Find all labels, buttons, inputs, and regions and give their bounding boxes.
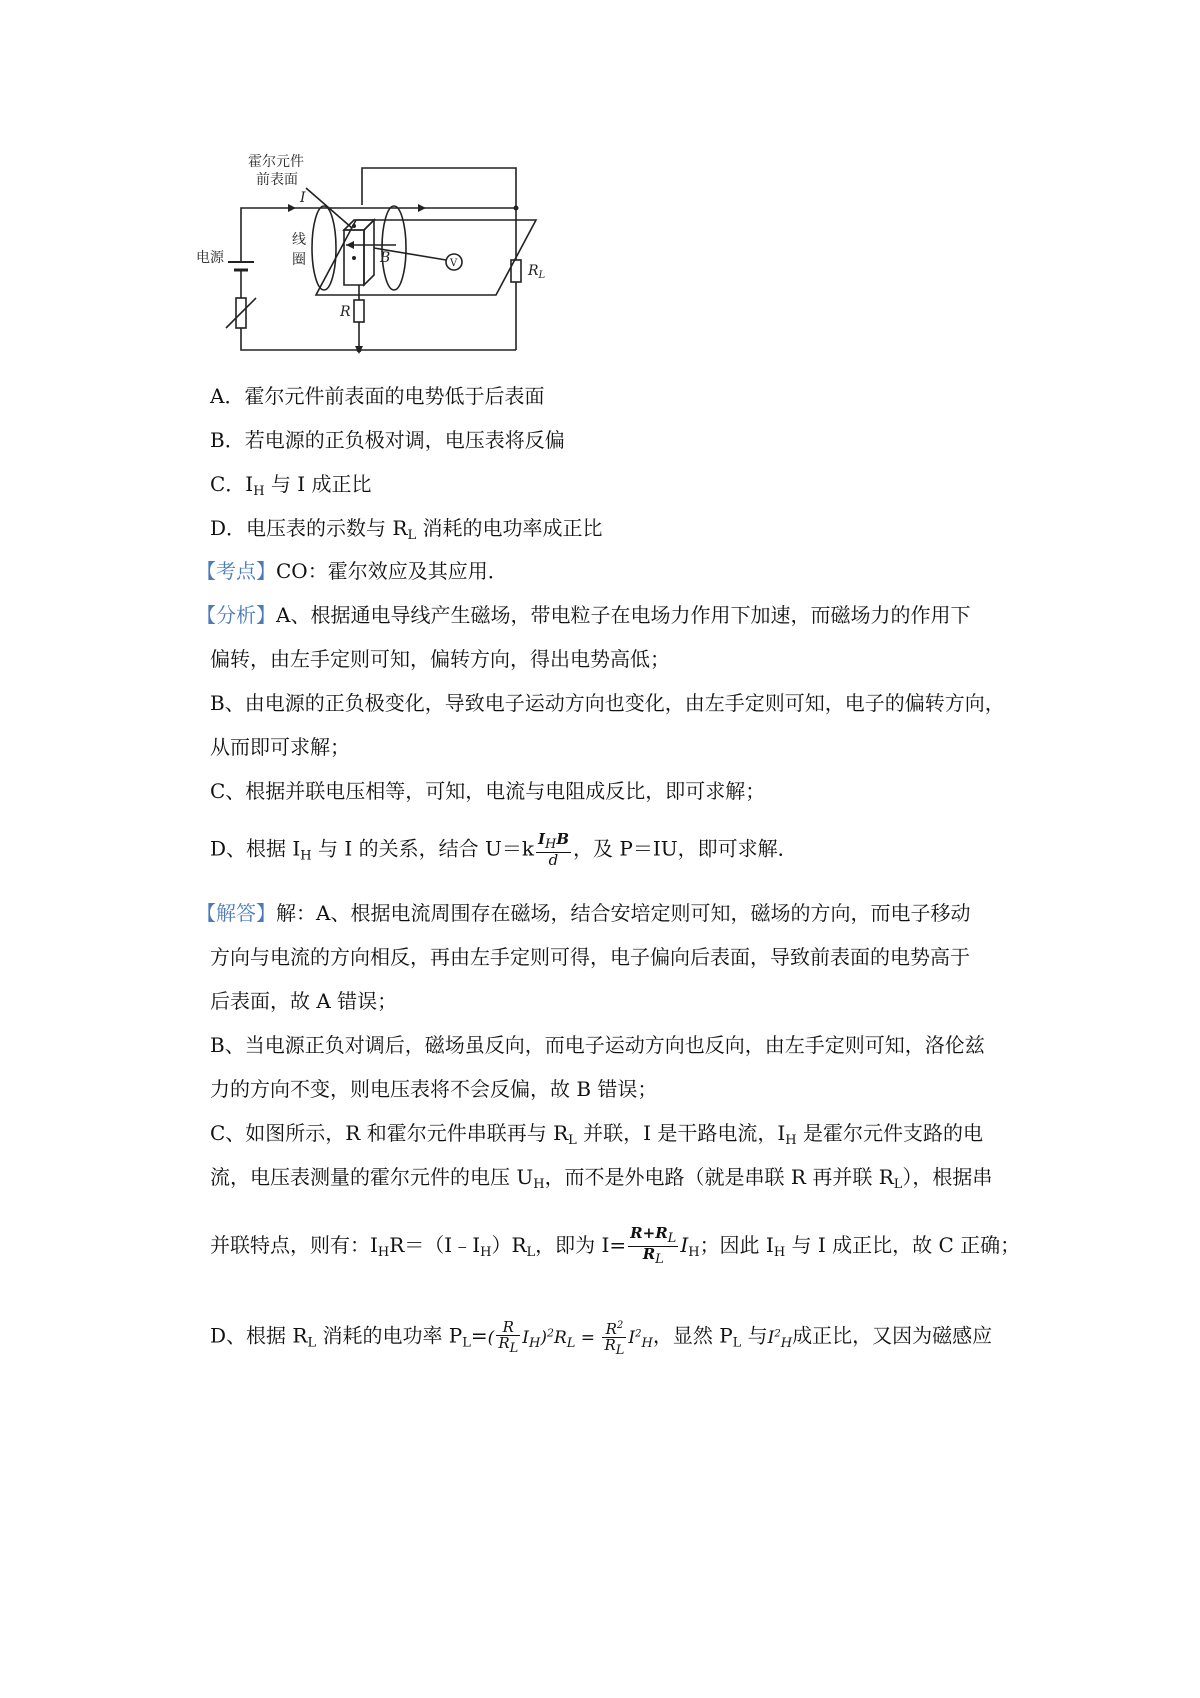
jieda-line-1: 【解答】解：A、根据电流周围存在磁场，结合安培定则可知，磁场的方向，而电子移动 [196, 901, 971, 925]
hall-element-side [364, 220, 374, 285]
fenxi-line-4: 从而即可求解； [210, 735, 350, 759]
wire-main [241, 208, 516, 262]
label-resistor-r: R [340, 304, 351, 320]
ih-squared: $I^2_H$ [767, 1327, 793, 1351]
fenxi-line-6: D、根据 $I_H$ 与 I 的关系，结合 U＝k $\frac{I_HB}{d}$ ，及 P＝IU，即可求解． [210, 830, 798, 869]
label-front-surface: 前表面 [256, 172, 298, 188]
jieda-line-2: 方向与电流的方向相反，再由左手定则可得，电子偏向后表面，导致前表面的电势高于 [210, 945, 970, 969]
fenxi-line-5: C、根据并联电压相等，可知，电流与电阻成反比，即可求解； [210, 779, 766, 803]
kaodian-tag: 【考点】 [196, 559, 276, 583]
jieda-line-9: D、根据 $R_L$ 消耗的电功率 $P_L=$( $\frac{R}{R_L}$ $I_H)^2R_L$ = $\frac{R^2}{R_L}$ $I^2_H$，显然 $P_L$ 与$I^2_H$成正比，又因为磁感应 [210, 1318, 993, 1358]
option-d: D．电压表的示数与 $R_L$ 消耗的电功率成正比 [210, 516, 603, 543]
junction-dot-bottom [357, 348, 362, 353]
jieda-tag: 【解答】 [196, 901, 276, 925]
fenxi-line-2: 偏转，由左手定则可知，偏转方向，得出电势高低； [210, 647, 670, 671]
fenxi-line-3: B、由电源的正负极变化，导致电子运动方向也变化，由左手定则可知，电子的偏转方向， [210, 691, 1005, 715]
element-dot-top [352, 224, 356, 228]
fraction-r-plus-rl-over-rl: $\frac{R+R_L}{R_L}$ [630, 1224, 677, 1267]
coil-right [382, 206, 406, 290]
label-voltmeter: V [450, 258, 458, 269]
label-coil-1: 线 [292, 232, 306, 248]
label-coil-2: 圈 [292, 252, 306, 268]
wire-top [362, 168, 516, 208]
junction-dot-top [514, 206, 519, 211]
rheostat-arrow [226, 298, 256, 328]
section-kaodian: 【考点】CO：霍尔效应及其应用． [196, 559, 508, 583]
option-a: A．霍尔元件前表面的电势低于后表面 [210, 384, 545, 408]
wire-bottom [241, 328, 516, 350]
jieda-line-4: B、当电源正负对调后，磁场虽反向，而电子运动方向也反向，由左手定则可知，洛伦兹 [210, 1033, 985, 1057]
label-field-b: B [380, 250, 391, 266]
option-b: B．若电源的正负极对调，电压表将反偏 [210, 428, 565, 452]
jieda-line-5: 力的方向不变，则电压表将不会反偏，故 B 错误； [210, 1077, 658, 1101]
inclined-plane [316, 220, 536, 295]
fenxi-tag: 【分析】 [196, 603, 276, 627]
fraction-ihb-over-d: $\frac{I_HB}{d}$ [537, 830, 570, 869]
fenxi-line-1: 【分析】A、根据通电导线产生磁场，带电粒子在电场力作用下加速，而磁场力的作用下 [196, 603, 971, 627]
jieda-line-6: C、如图所示，R 和霍尔元件串联再与 $R_L$ 并联，I 是干路电流，$I_H$ 是霍尔元件支路的电 [210, 1121, 983, 1148]
power-formula: ( $\frac{R}{R_L}$ $I_H)^2R_L$ = $\frac{R^2}{R_L}$ $I^2_H$ [487, 1318, 653, 1358]
label-power-source: 电源 [196, 250, 224, 266]
label-resistor-rl: $R_L$ [528, 263, 546, 281]
hall-effect-circuit-diagram [196, 150, 566, 382]
jieda-line-3: 后表面，故 A 错误； [210, 989, 398, 1013]
element-dot-mid [352, 256, 356, 260]
jieda-line-7: 流，电压表测量的霍尔元件的电压 $U_H$，而不是外电路（就是串联 R 再并联 $R_L$），根据串 [210, 1165, 993, 1192]
arrowhead-i [288, 204, 296, 212]
arrowhead-main [418, 204, 426, 212]
option-c: C．$I_H$ 与 I 成正比 [210, 472, 372, 499]
coil-left [312, 206, 336, 290]
label-hall-element: 霍尔元件 [248, 154, 304, 170]
resistor-r [354, 300, 364, 322]
jieda-line-8: 并联特点，则有：$I_HR=(I﹣I_H)R_L$，即为 I= $\frac{R+R_L}{R_L}$ $I_H$；因此 $I_H$ 与 I 成正比，故 C 正确； [210, 1224, 1021, 1267]
label-current-i: I [300, 190, 306, 206]
arrowhead-b [346, 241, 354, 249]
